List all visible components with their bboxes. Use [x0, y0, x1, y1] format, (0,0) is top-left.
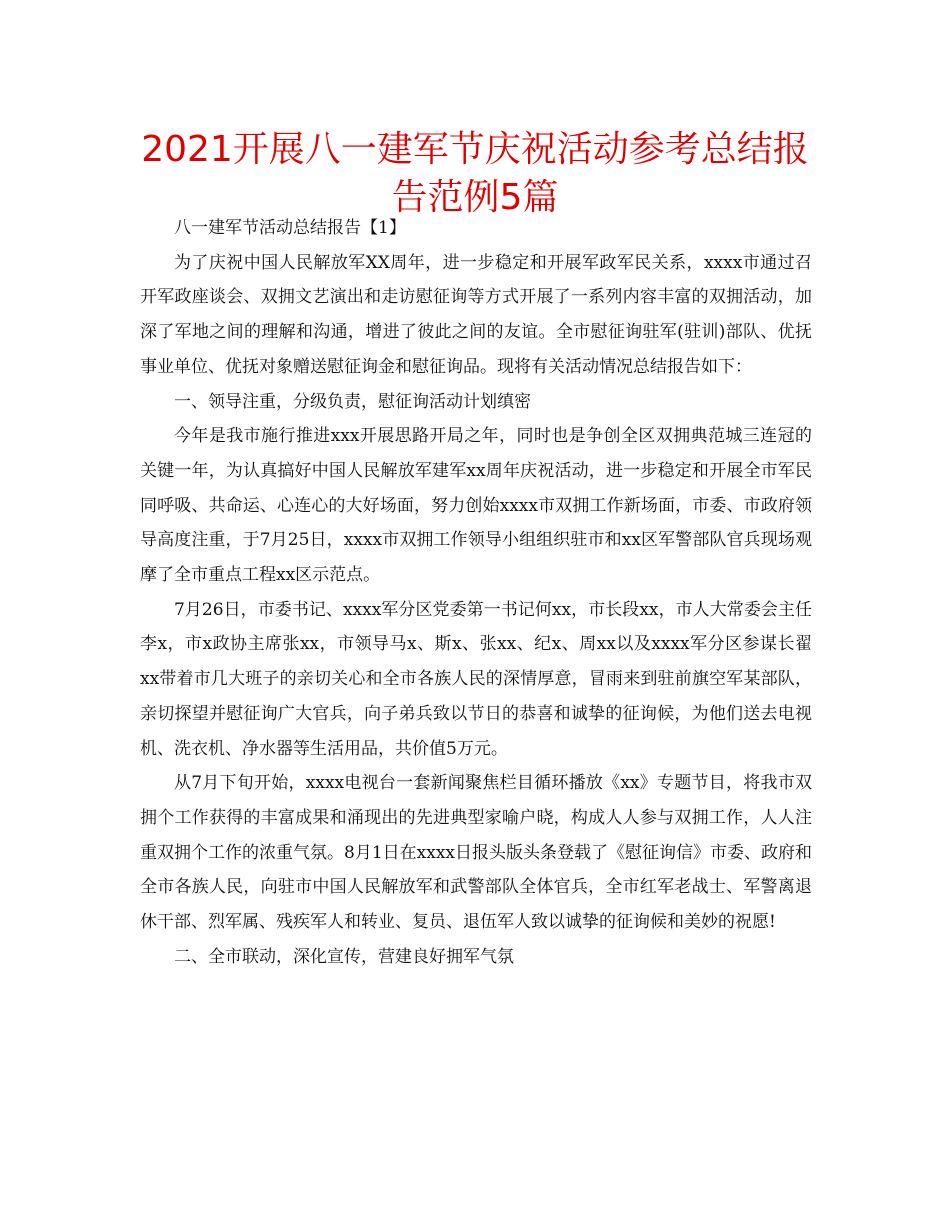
- intro-paragraph: 为了庆祝中国人民解放军XX周年，进一步稳定和开展军政军民关系，xxxx市通过召开军政座谈会、双拥文艺演出和走访慰征询等方式开展了一系列内容丰富的双拥活动，加深了军地之间的理解和沟通，增进了彼此之间的友谊。全市慰征询驻军(驻训)部队、优抚事业单位、优抚对象赠送慰征询金和慰征询品。现将有关活动情况总结报告如下：: [140, 252, 812, 377]
- paragraph-july-26: 7月26日，市委书记、xxxx军分区党委第一书记何xx，市长段xx，市人大常委会主任李x，市x政协主席张xx，市领导马x、斯x、张xx、纪x、周xx以及xxxx军分区参谋长翟xx带着市几大班子的亲切关心和全市各族人民的深情厚意，冒雨来到驻前旗空军某部队，亲切探望并慰征询广大官兵，向子弟兵致以节日的恭喜和诚挚的征询候，为他们送去电视机、洗衣机、净水器等生活用品，共价值5万元。: [140, 599, 812, 759]
- section-heading-leadership: 一、领导注重，分级负责，慰征询活动计划缜密: [174, 391, 531, 412]
- paragraph-publicity: 从7月下旬开始，xxxx电视台一套新闻聚焦栏目循环播放《xx》专题节目，将我市双拥个工作获得的丰富成果和涌现出的先进典型家喻户晓，构成人人参与双拥工作，人人注重双拥个工作的浓重气氛。8月1日在xxxx日报头版头条登载了《慰征询信》市委、政府和全市各族人民，向驻市中国人民解放军和武警部队全体官兵，全市红军老战士、军警离退休干部、烈军属、残疾军人和转业、复员、退伍军人致以诚挚的征询候和美妙的祝愿!: [140, 773, 812, 933]
- document-title: 2021开展八一建军节庆祝活动参考总结报告范例5篇: [141, 129, 809, 218]
- section-heading-report-1: 八一建军节活动总结报告【1】: [174, 218, 406, 238]
- paragraph-leadership: 今年是我市施行推进xxx开展思路开局之年，同时也是争创全区双拥典范城三连冠的关键一年，为认真搞好中国人民解放军建军xx周年庆祝活动，进一步稳定和开展全市军民同呼吸、共命运、心连心的大好场面，努力创始xxxx市双拥工作新场面，市委、市政府领导高度注重，于7月25日，xxxx市双拥工作领导小组组织驻市和xx区军警部队官兵现场观摩了全市重点工程xx区示范点。: [140, 426, 812, 586]
- section-heading-joint-action: 二、全市联动，深化宣传，营建良好拥军气氛: [174, 946, 514, 967]
- document-body: [140, 211, 812, 974]
